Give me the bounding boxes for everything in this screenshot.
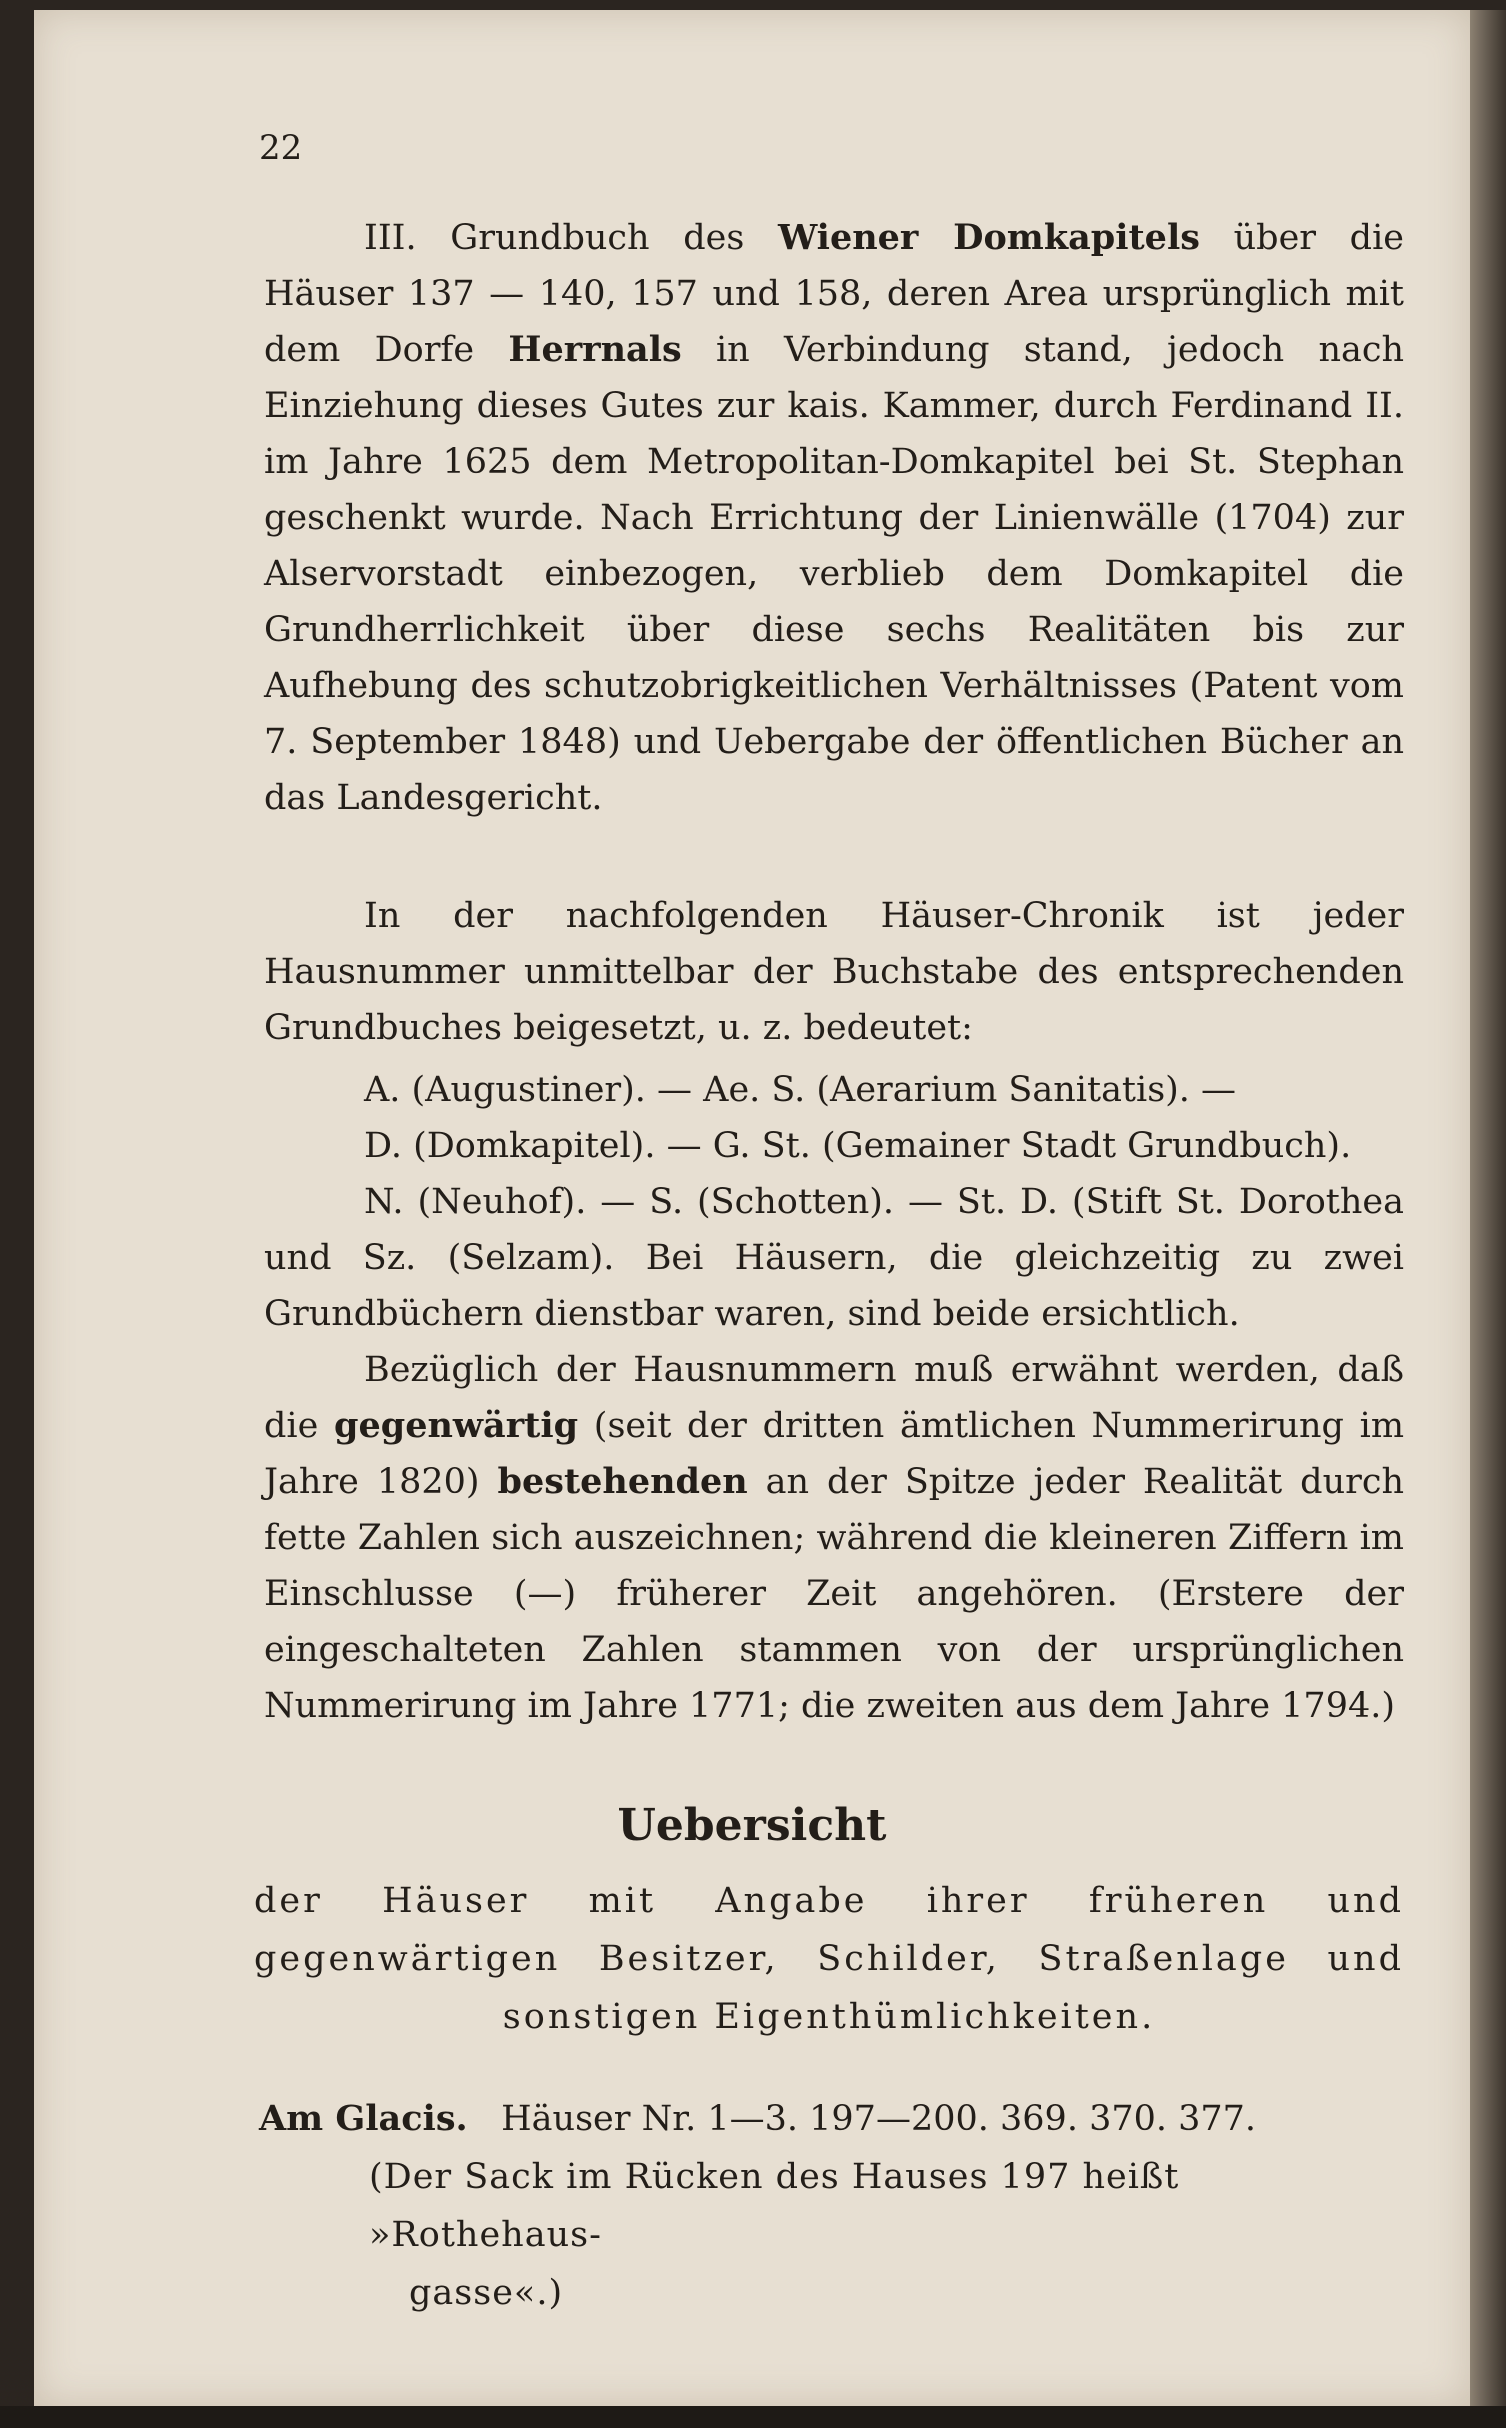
section-heading: Uebersicht	[617, 1800, 887, 1851]
bold-term: bestehenden	[497, 1461, 748, 1502]
street-name: Am Glacis.	[259, 2098, 468, 2139]
paragraph-grundbuch-domkapitel: III. Grundbuch des Wiener Domkapitels über die Häuser 137 — 140, 157 und 158, deren Area ursprünglich mit dem Dorfe Herrnals in Verbindung stand, jedoch nach Einziehung dieses Gutes zur kais. Kammer, durch Ferdinand II. im Jahre 1625 dem Metropolitan-Domkapitel bei St. Stephan geschenkt wurde. Nach Errichtung der Linienwälle (1704) zur Alservorstadt einbezogen, verblieb dem Domkapitel die Grundherrlichkeit über diese sechs Realitäten bis zur Aufhebung des schutzobrigkeitlichen Verhältnisses (Patent vom 7. September 1848) und Uebergabe der öffentlichen Bücher an das Landesgericht.	[264, 217, 1405, 818]
paragraph-chronik-intro: In der nachfolgenden Häuser-Chronik ist jeder Hausnummer unmittelbar der Buchstabe des entsprechenden Grundbuches beigesetzt, u. z. bedeutet:	[264, 896, 1404, 1048]
abbreviation-line: A. (Augustiner). — Ae. S. (Aerarium Sanitatis). —	[364, 1070, 1237, 1110]
entry-note: gasse«.)	[409, 2273, 564, 2313]
bold-term: Wiener Domkapitels	[777, 217, 1200, 258]
body-text	[264, 210, 1404, 1734]
house-numbers: Häuser Nr. 1—3. 197—200. 369. 370. 377.	[501, 2099, 1257, 2139]
section-subheading: der Häuser mit Angabe ihrer früheren und gegenwärtigen Besitzer, Schilder, Straßenlage und sonstigen Eigenthümlichkeiten.	[254, 1881, 1404, 2037]
section-label: III.	[364, 218, 417, 258]
abbreviation-line: N. (Neuhof). — S. (Schotten). — St. D. (Stift St. Dorothea und Sz. (Selzam). Bei Häusern, die gleichzeitig zu zwei Grundbüchern dienstbar waren, sind beide ersichtlich.	[264, 1182, 1404, 1334]
bold-term: Herrnals	[508, 329, 682, 370]
abbreviation-line: D. (Domkapitel). — G. St. (Gemainer Stadt Grundbuch).	[364, 1126, 1352, 1166]
street-entry	[259, 2090, 1409, 2322]
paragraph-hausnummern: Bezüglich der Hausnummern muß erwähnt werden, daß die gegenwärtig (seit der dritten ämtlichen Nummerirung im Jahre 1820) bestehenden an der Spitze jeder Realität durch fette Zahlen sich auszeichnen; während die kleineren Ziffern im Einschlusse (—) früherer Zeit angehören. (Erstere der eingeschalteten Zahlen stammen von der ursprünglichen Nummerirung im Jahre 1771; die zweiten aus dem Jahre 1794.)	[264, 1350, 1405, 1726]
spacer	[264, 826, 1404, 888]
page-edge	[0, 2406, 1506, 2428]
bold-term: gegenwärtig	[334, 1405, 579, 1446]
page-edge	[1470, 10, 1506, 2406]
entry-note: (Der Sack im Rücken des Hauses 197 heißt »Rothehaus-	[369, 2157, 1180, 2255]
book-page	[34, 10, 1470, 2406]
page-number: 22	[259, 128, 303, 168]
abbreviation-list	[264, 1062, 1404, 1342]
